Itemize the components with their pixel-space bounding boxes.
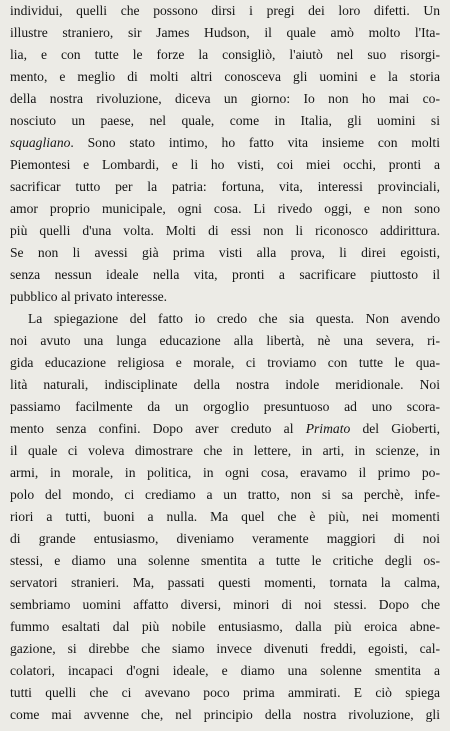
text-line: amor proprio municipale, ogni cosa. Li rivedo oggi, e non sono	[10, 201, 440, 216]
text-line: lia, e con tutte le forze la consigliò, l'aiutò nel suo risorgi-	[10, 47, 440, 62]
text-line: passiamo facilmente da un orgoglio presuntuoso ad uno scora-	[10, 399, 440, 414]
text-line: senza nessun ideale nella vita, pronti a sacrificare piuttosto il	[10, 267, 440, 282]
text-run: mento senza confini. Dopo aver creduto al	[10, 421, 306, 436]
text-run: del Gioberti,	[350, 421, 440, 436]
text-line	[10, 132, 440, 154]
text-line: Se non li avessi già prima visti alla prova, li direi egoisti,	[10, 245, 440, 260]
text-line	[10, 418, 440, 440]
text-line: della nostra rivoluzione, diceva un giorno: Io non ho mai co-	[10, 91, 440, 106]
text-line: armi, in morale, in politica, in ogni cosa, eravamo il primo po-	[10, 465, 440, 480]
text-line: gazione, si direbbe che siamo invece divenuti freddi, egoisti, cal-	[10, 641, 440, 656]
text-line: colatori, incapaci d'ogni ideale, e diamo una solenne smentita a	[10, 663, 440, 678]
text-line: servatori stranieri. Ma, passati questi momenti, tornata la calma,	[10, 575, 440, 590]
text-line: noi avuto una lunga educazione alla libertà, nè una severa, ri-	[10, 333, 440, 348]
italic-word: Primato	[305, 421, 351, 436]
italic-word: squagliano	[10, 135, 71, 150]
text-line: fummo esaltati dal più nobile entusiasmo, dalla più eroica abne-	[10, 619, 440, 634]
text-line: nosciuto un paese, nel quale, come in Italia, gli uomini si	[10, 113, 440, 128]
text-run: . Sono stato intimo, ho fatto vita insieme con molti	[70, 135, 440, 150]
text-line: individui, quelli che possono dirsi i pregi dei loro difetti. Un	[10, 3, 440, 18]
text-line: sacrificar tutto per la patria: fortuna, vita, interessi provinciali,	[10, 179, 440, 194]
text-line: riori a tutti, buoni a nulla. Ma quel che è più, nei momenti	[10, 509, 440, 524]
text-line: polo del mondo, ci crediamo a un tratto, non si sa perchè, infe-	[10, 487, 440, 502]
text-line: di grande entusiasmo, diveniamo veramente maggiori di noi	[10, 531, 440, 546]
text-line: stessi, e diamo una solenne smentita a tutte le critiche degli os-	[10, 553, 440, 568]
text-line: La spiegazione del fatto io credo che sia questa. Non avendo	[28, 311, 440, 326]
text-line: Piemontesi e Lombardi, e li ho visti, coi miei occhi, pronti a	[10, 157, 440, 172]
text-line: lità naturali, indisciplinate della nostra indole meridionale. Noi	[10, 377, 440, 392]
text-line: mento, e meglio di molti altri conosceva gli uomini e la storia	[10, 69, 440, 84]
text-line: tutti quelli che ci avevano poco prima ammirati. E ciò spiega	[10, 685, 440, 700]
text-line: il quale ci voleva dimostrare che in lettere, in arti, in scienze, in	[10, 443, 440, 458]
text-line: sembriamo uomini affatto diversi, minori di noi stessi. Dopo che	[10, 597, 440, 612]
text-line: gida educazione religiosa e morale, ci troviamo con tutte le qua-	[10, 355, 440, 370]
text-line: illustre straniero, sir James Hudson, il quale amò molto l'Ita-	[10, 25, 440, 40]
text-line: pubblico al privato interesse.	[10, 289, 168, 304]
text-line: più quelli d'una volta. Molti di essi non li riconosco addirittura.	[10, 223, 440, 238]
text-line: come mai avvenne che, nel principio della nostra rivoluzione, gli	[10, 707, 440, 722]
